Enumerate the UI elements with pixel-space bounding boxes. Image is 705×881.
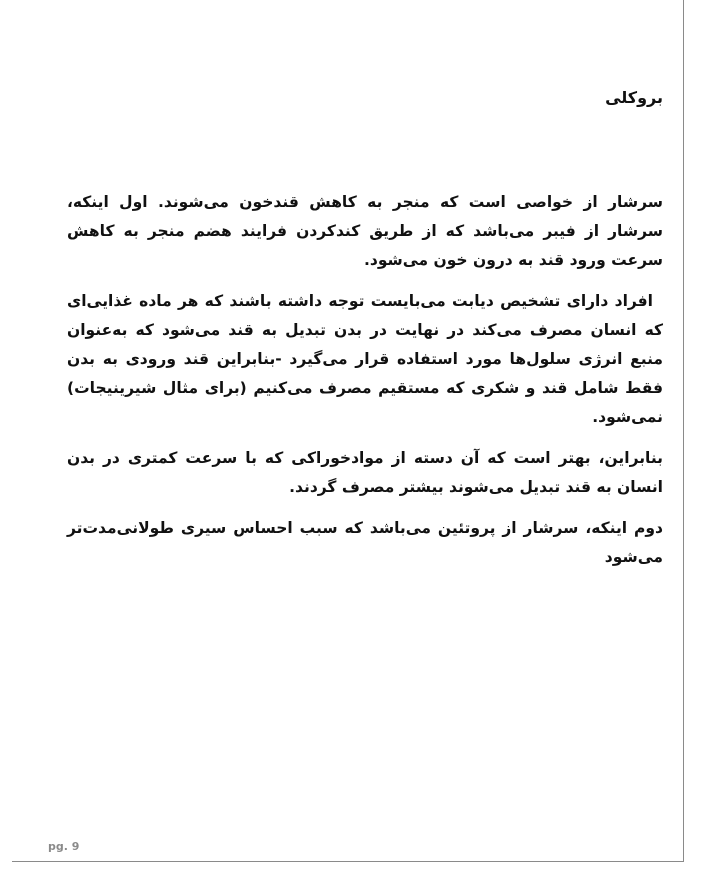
paragraph-diabetes-note: افراد دارای تشخیص دیابت می‌بایست توجه داشته باشند که هر ماده غذایی‌ای که انسان مصرف می‌کند در نهایت در بدن تبدیل به قند می‌شود که به‌عنوان منبع انرژی سلول‌ها مورد استفاده قرار می‌گیرد -بنابراین قند ورودی به بدن فقط شامل قند و شکری که مستقیم مصرف می‌کنیم (برای مثال شیرینیجات) نمی‌شود. (67, 292, 663, 426)
paragraph-conclusion: بنابراین، بهتر است که آن دسته از موادخوراکی که با سرعت کمتری در بدن انسان به قند تبدیل می‌شوند بیشتر مصرف گردند. (67, 449, 663, 496)
paragraph-protein: دوم اینکه، سرشار از پروتئین می‌باشد که سبب احساس سیری طولانی‌مدت‌تر می‌شود (67, 519, 663, 566)
page-number: pg. 9 (48, 840, 80, 853)
section-heading: بروکلی (605, 88, 663, 107)
paragraph-fiber: سرشار از خواصی است که منجر به کاهش قندخون می‌شوند. اول اینکه، سرشار از فیبر می‌باشد که از طریق کندکردن فرایند هضم منجر به کاهش سرعت ورود قند به درون خون می‌شود. (67, 193, 663, 269)
document-page (12, 0, 684, 862)
page-content (67, 80, 663, 578)
